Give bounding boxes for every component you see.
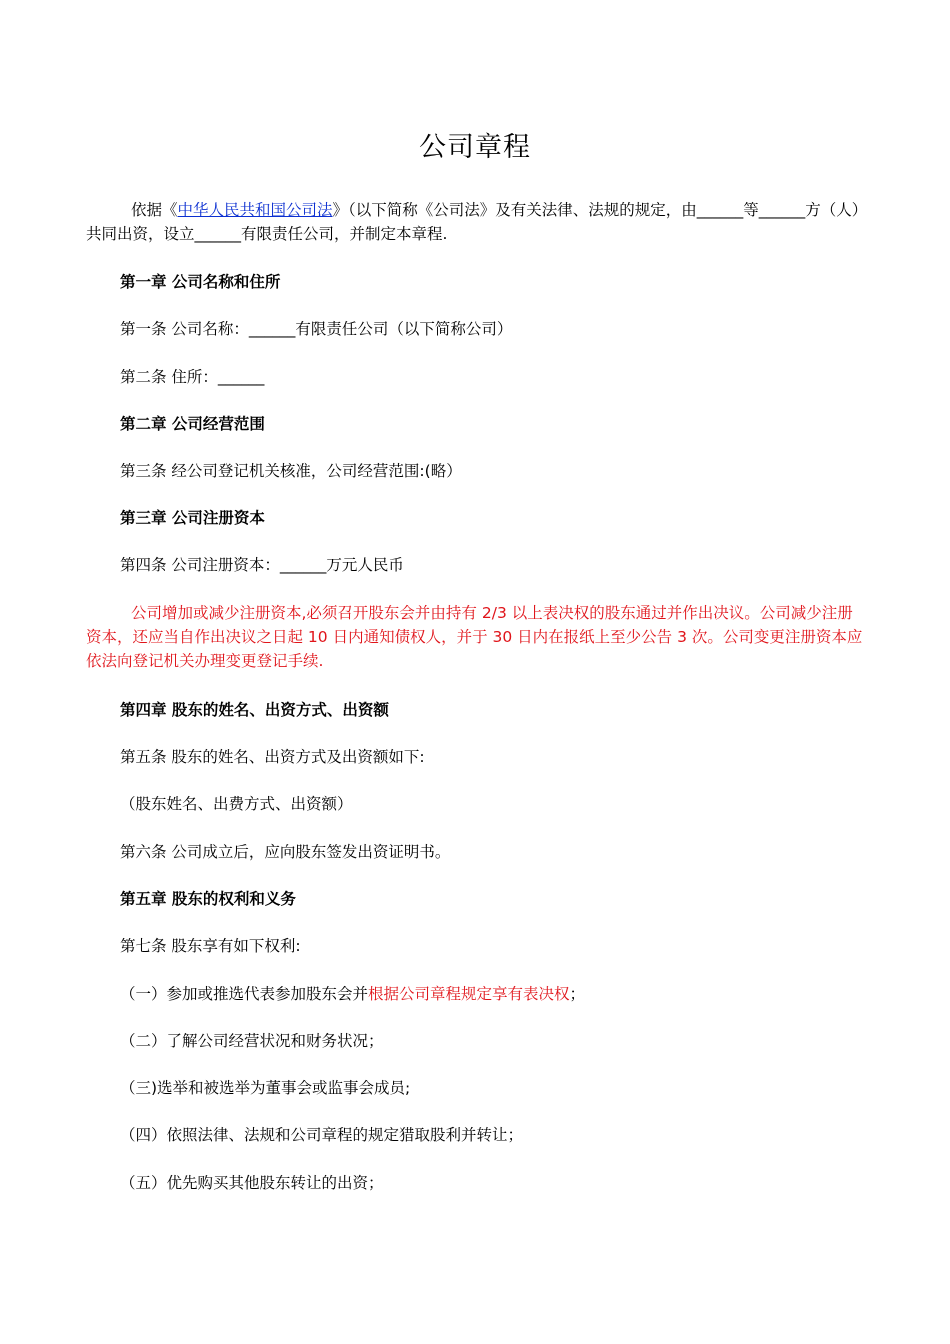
article-4: 第四条 公司注册资本：______万元人民币 — [120, 556, 404, 574]
right-1-suffix: ； — [569, 985, 586, 1003]
company-law-link[interactable]: 中华人民共和国公司法 — [177, 201, 333, 219]
chapter-2-heading: 第二章 公司经营范围 — [120, 415, 265, 433]
chapter-3-heading: 第三章 公司注册资本 — [120, 509, 265, 527]
right-1-prefix: （一）参加或推选代表参加股东会并 — [120, 985, 369, 1003]
document-title: 公司章程 — [419, 132, 531, 163]
right-item-4: （四）依照法律、法规和公司章程的规定猎取股利并转让； — [120, 1126, 524, 1144]
article-6: 第六条 公司成立后，应向股东签发出资证明书。 — [120, 843, 451, 861]
chapter-5-heading: 第五章 股东的权利和义务 — [120, 890, 296, 908]
right-item-1 — [120, 982, 880, 1006]
right-item-5: （五）优先购买其他股东转让的出资； — [120, 1174, 384, 1192]
chapter-4-heading: 第四章 股东的姓名、出资方式、出资额 — [120, 701, 389, 719]
intro-paragraph — [86, 198, 866, 246]
article-7: 第七条 股东享有如下权利: — [120, 937, 301, 955]
intro-before: 依据《 — [131, 201, 178, 219]
chapter-1-heading: 第一章 公司名称和住所 — [120, 273, 281, 291]
right-item-2: （二）了解公司经营状况和财务状况； — [120, 1032, 384, 1050]
right-1-highlight: 根据公司章程规定享有表决权 — [368, 985, 570, 1003]
article-2: 第二条 住所：______ — [120, 368, 265, 386]
article-5: 第五条 股东的姓名、出资方式及出资额如下: — [120, 748, 425, 766]
capital-change-note: 公司增加或减少注册资本,必须召开股东会并由持有 2/3 以上表决权的股东通过并作出决议。公司减少注册资本，还应当自作出决议之日起 10 日内通知债权人，并于 30 日内在报纸上至少公告 3 次。公司变更注册资本应依法向登记机关办理变更登记手续. — [86, 604, 863, 670]
shareholder-list-placeholder: （股东姓名、出费方式、出资额） — [120, 795, 353, 813]
article-3: 第三条 经公司登记机关核准，公司经营范围:(略） — [120, 462, 462, 480]
right-item-3: （三)选举和被选举为董事会或监事会成员; — [120, 1079, 411, 1097]
intro-after: 》（以下简称《公司法》及有关法律、法规的规定，由______等______方（人）共同出资，设立______有限责任公司，并制定本章程. — [86, 201, 860, 243]
article-1: 第一条 公司名称：______有限责任公司（以下简称公司） — [120, 320, 513, 338]
